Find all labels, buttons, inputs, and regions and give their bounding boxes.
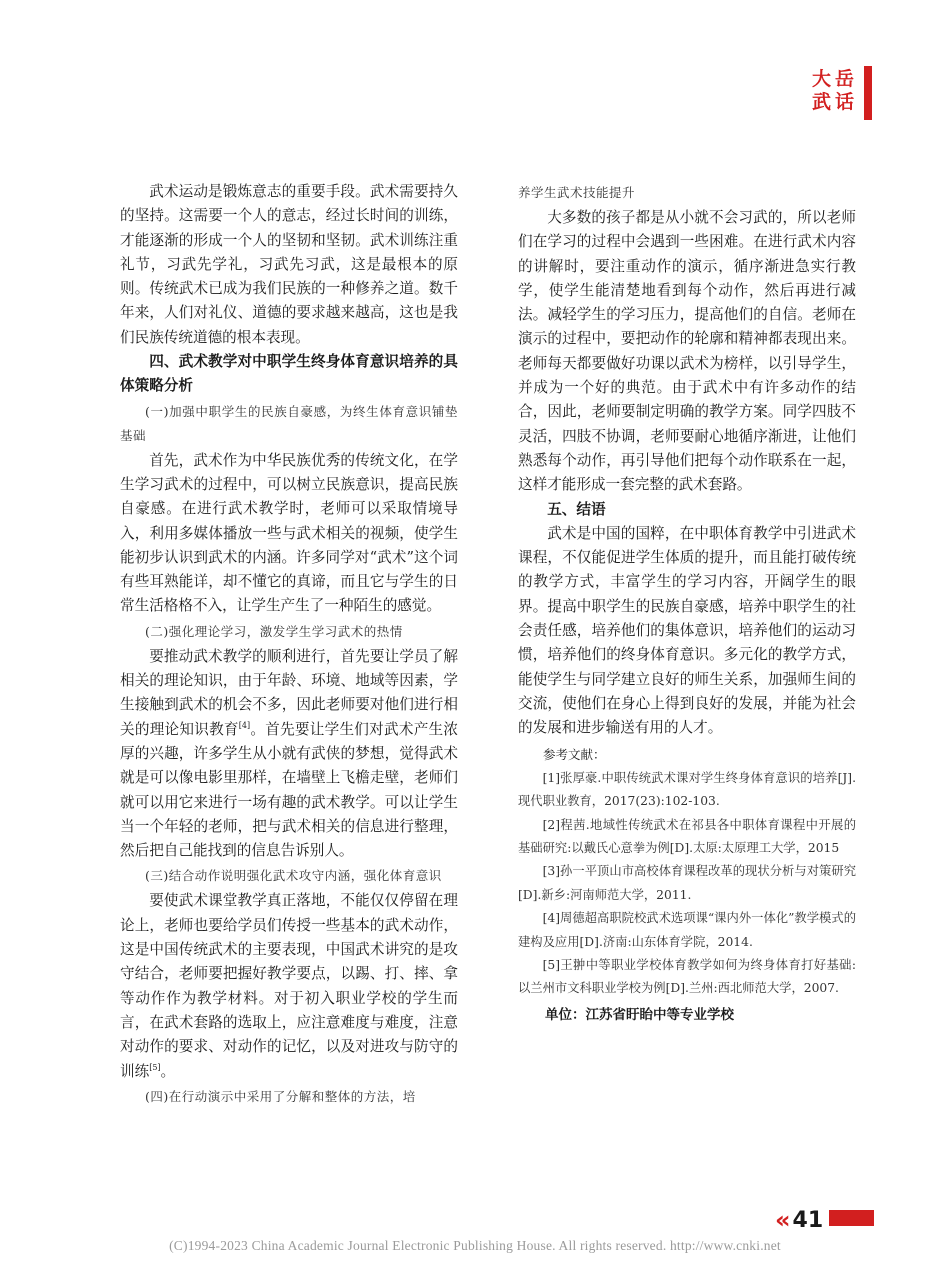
citation: [5] — [149, 1062, 161, 1072]
paragraph: 大多数的孩子都是从小就不会习武的，所以老师们在学习的过程中会遇到一些困难。在进行武术内容的讲解时，要注重动作的演示，循序渐进急实行教学，使学生能清楚地看到每个动作，然后再进行减法。减轻学生的学习压力，提高他们的自信。老师在演示的过程中，要把动作的轮廓和精神都表现出来。老师每天都要做好功课以武术为榜样，以引导学生，并成为一个好的典范。由于武术中有许多动作的结合，因此，老师要制定明确的教学方案。同学四肢不灵活，四肢不协调，老师要耐心地循序渐进，让他们熟悉每个动作，再引导他们把每个动作联系在一起，这样才能形成一套完整的武术套路。 — [518, 209, 856, 494]
citation: [4] — [238, 720, 251, 730]
paragraph: 武术是中国的国粹，在中职体育教学中引进武术课程，不仅能促进学生体质的提升，而且能打破传统的教学方式，丰富学生的学习内容，开阔学生的眼界。提高中职学生的民族自豪感，培养中职学生的社会责任感，培养他们的集体意识，培养他们的运动习惯，培养他们的终身体育意识。多元化的教学方式，能使学生与同学建立良好的师生关系，加强师生间的交流，使他们在身心上得到良好的发展，并能为社会的发展和进步输送有用的人才。 — [518, 524, 856, 737]
paragraph — [120, 645, 458, 864]
paragraph — [120, 889, 458, 1083]
journal-logo — [812, 66, 872, 120]
logo-char: 大 — [812, 68, 832, 90]
left-column — [120, 180, 458, 1110]
subheading: (二)强化理论学习，激发学生学习武术的热情 — [145, 623, 403, 639]
text: 要使武术课堂教学真正落地，不能仅仅停留在理论上，老师也要给学员们传授一些基本的武术动作，这是中国传统武术的主要表现，中国武术讲究的是攻守结合，老师要把握好教学要点，以踢、打、摔、拿等动作作为教学材料。对于初入职业学校的学生而言，在武术套路的选取上，应注意难度与难度，注意对动作的要求、对动作的记忆，以及对进攻与防守的训练 — [120, 892, 458, 1080]
paragraph: 武术运动是锻炼意志的重要手段。武术需要持久的坚持。这需要一个人的意志，经过长时间的训练，才能逐渐的形成一个人的坚韧和坚韧。武术训练注重礼节，习武先学礼，习武先习武，这是最根本的原则。传统武术已成为我们民族的一种修养之道。数千年来，人们对礼仪、道德的要求越来越高，这也是我们民族传统道德的根本表现。 — [120, 183, 458, 346]
page-accent-bar — [829, 1210, 874, 1226]
reference-item: [5]王翀中等职业学校体育教学如何为终身体育打好基础:以兰州市文科职业学校为例[D].兰州:西北师范大学，2007. — [518, 958, 856, 996]
logo-char: 岳 — [835, 68, 855, 90]
text: 。首先要让学生们对武术产生浓厚的兴趣，许多学生从小就有武侠的梦想，觉得武术就是可以像电影里那样，在墙壁上飞檐走壁，老师们就可以用它来进行一场有趣的武术教学。可以让学生当一个年轻的老师，把与武术相关的信息进行整理，然后把自己能找到的信息告诉别人。 — [120, 720, 458, 860]
copyright-footer: (C)1994-2023 China Academic Journal Electronic Publishing House. All rights reserved. http://www.cnki.net — [169, 1238, 781, 1253]
page-number: 41 — [792, 1207, 824, 1233]
logo-char: 话 — [835, 91, 855, 113]
section-heading: 四、武术教学对中职学生终身体育意识培养的具体策略分析 — [120, 353, 458, 395]
reference-item: [2]程茜.地域性传统武术在祁县各中职体育课程中开展的基础研究:以戴氏心意拳为例[D].太原:太原理工大学，2015 — [518, 817, 856, 856]
paragraph: 首先，武术作为中华民族优秀的传统文化，在学生学习武术的过程中，可以树立民族意识，提高民族自豪感。在进行武术教学时，老师可以采取情境导入，利用多媒体播放一些与武术相关的视频，使学生能初步认识到武术的内涵。许多同学对“武术”这个词有些耳熟能详，却不懂它的真谛，而且它与学生的日常生活格格不入，让学生产生了一种陌生的感觉。 — [120, 451, 458, 615]
text: 要推动武术教学的顺利进行，首先要让学员了解相关的理论知识，由于年龄、环境、地域等因素，学生接触到武术的机会不多，因此老师要对他们进行相关的理论知识教育 — [120, 647, 458, 738]
logo-bar — [864, 66, 872, 120]
subheading: (三)结合动作说明强化武术攻守内涵，强化体育意识 — [145, 868, 442, 884]
author-unit: 单位：江苏省盱眙中等专业学校 — [545, 1006, 734, 1023]
page-number-block — [775, 1207, 823, 1233]
right-column — [518, 180, 856, 1027]
logo-char: 武 — [812, 91, 832, 113]
references-heading: 参考文献： — [543, 746, 606, 762]
text: 。 — [160, 1062, 176, 1080]
subheading: (一)加强中职学生的民族自豪感，为终生体育意识铺垫基础 — [120, 403, 458, 443]
reference-item: [4]周德超高职院校武术选项课“课内外一体化”教学模式的建构及应用[D].济南:山东体育学院，2014. — [518, 911, 856, 949]
subheading-continued: 养学生武术技能提升 — [518, 185, 636, 200]
chevron-left-icon: « — [775, 1206, 785, 1234]
section-heading: 五、结语 — [547, 500, 606, 518]
reference-item: [3]孙一平顶山市高校体育课程改革的现状分析与对策研究[D].新乡:河南师范大学，2011. — [518, 864, 856, 902]
reference-item: [1]张厚豪.中职传统武术课对学生终身体育意识的培养[J].现代职业教育，2017(23):102-103. — [518, 770, 856, 809]
subheading: (四)在行动演示中采用了分解和整体的方法，培 — [145, 1088, 416, 1104]
